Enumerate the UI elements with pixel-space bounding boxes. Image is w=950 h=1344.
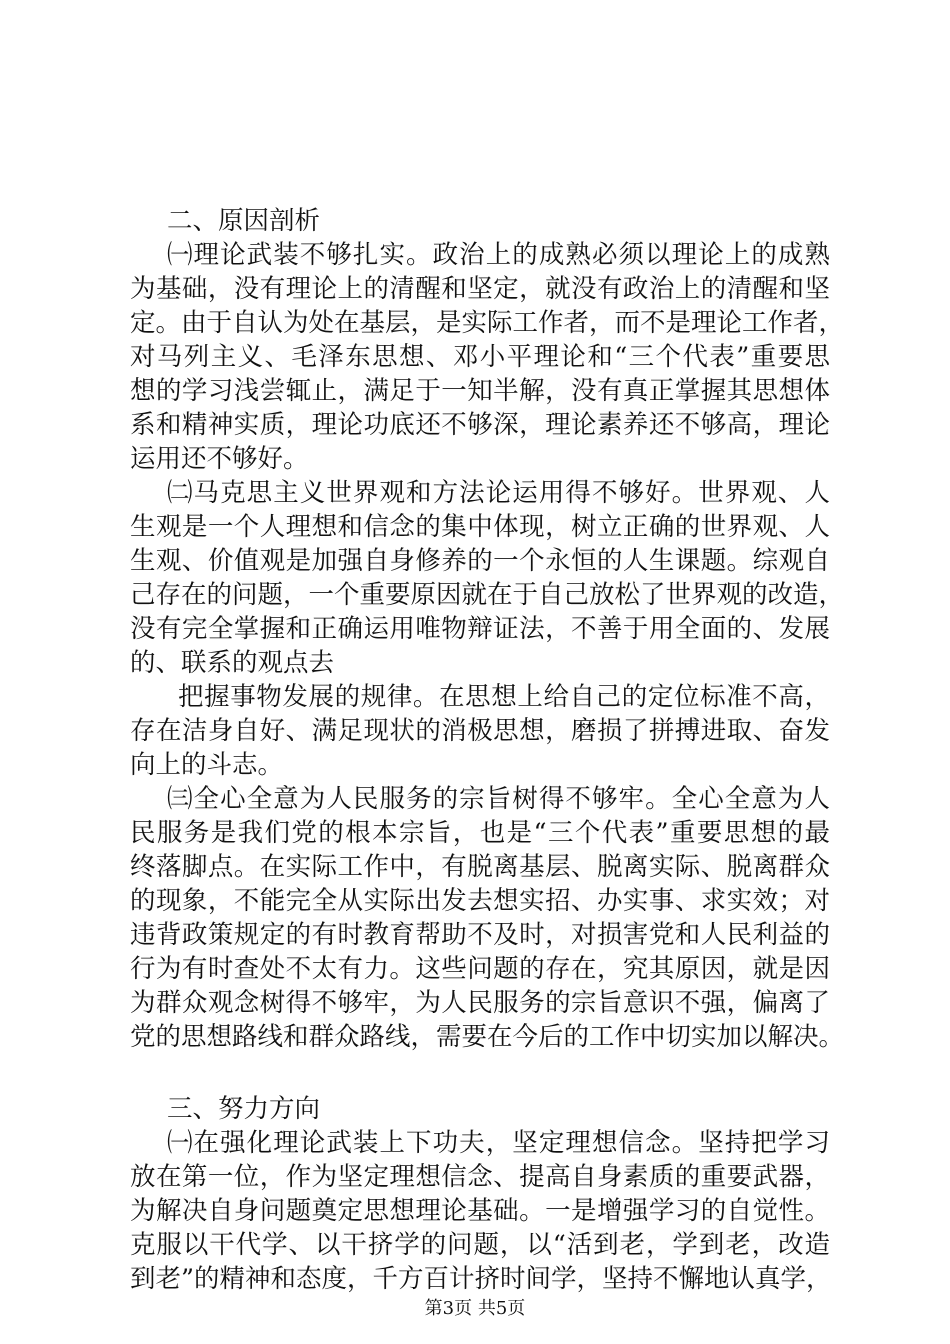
text-line: 没有完全掌握和正确运用唯物辩证法，不善于用全面的、发展 [130,614,830,644]
text-line: 想的学习浅尝辄止，满足于一知半解，没有真正掌握其思想体 [130,376,830,406]
text-line: 民服务是我们党的根本宗旨，也是“三个代表”重要思想的最 [130,818,830,848]
text-line: 把握事物发展的规律。在思想上给自己的定位标准不高， [178,682,830,712]
text-line: 的、联系的观点去 [130,648,335,678]
text-line: 克服以干代学、以干挤学的问题，以“活到老，学到老，改造 [130,1230,830,1260]
text-line: 系和精神实质，理论功底还不够深，理论素养还不够高，理论 [130,410,830,440]
text-line: 生观是一个人理想和信念的集中体现，树立正确的世界观、人 [130,512,830,542]
text-line: 对马列主义、毛泽东思想、邓小平理论和“三个代表”重要思 [130,342,830,372]
text-line: 定。由于自认为处在基层，是实际工作者，而不是理论工作者， [130,308,845,338]
text-line: 的现象，不能完全从实际出发去想实招、办实事、求实效；对 [130,886,830,916]
text-line: 存在洁身自好、满足现状的消极思想，磨损了拼搏进取、奋发 [130,716,830,746]
text-line: 党的思想路线和群众路线，需要在今后的工作中切实加以解决。 [130,1022,845,1052]
text-line: 放在第一位，作为坚定理想信念、提高自身素质的重要武器， [130,1162,830,1192]
section-heading-causes: 二、原因剖析 [167,206,321,236]
text-line: ㈡马克思主义世界观和方法论运用得不够好。世界观、人 [167,478,830,508]
text-line: ㈠在强化理论武装上下功夫，坚定理想信念。坚持把学习 [167,1128,830,1158]
section-heading-direction: 三、努力方向 [167,1094,321,1124]
text-line: ㈢全心全意为人民服务的宗旨树得不够牢。全心全意为人 [167,784,830,814]
page-number-footer: 第3页 共5页 [424,1298,526,1319]
text-line: 为基础，没有理论上的清醒和坚定，就没有政治上的清醒和坚 [130,274,830,304]
text-line: 行为有时查处不太有力。这些问题的存在，究其原因，就是因 [130,954,830,984]
text-line: 终落脚点。在实际工作中，有脱离基层、脱离实际、脱离群众 [130,852,830,882]
text-line: 生观、价值观是加强自身修养的一个永恒的人生课题。综观自 [130,546,830,576]
text-line: 为群众观念树得不够牢，为人民服务的宗旨意识不强，偏离了 [130,988,830,1018]
text-line: 违背政策规定的有时教育帮助不及时，对损害党和人民利益的 [130,920,830,950]
text-line: 己存在的问题，一个重要原因就在于自己放松了世界观的改造， [130,580,845,610]
text-line: 到老”的精神和态度，千方百计挤时间学，坚持不懈地认真学， [130,1264,832,1294]
text-line: 运用还不够好。 [130,444,309,474]
text-line: ㈠理论武装不够扎实。政治上的成熟必须以理论上的成熟 [167,240,830,270]
text-line: 为解决自身问题奠定思想理论基础。一是增强学习的自觉性。 [130,1196,830,1226]
text-line: 向上的斗志。 [130,750,284,780]
